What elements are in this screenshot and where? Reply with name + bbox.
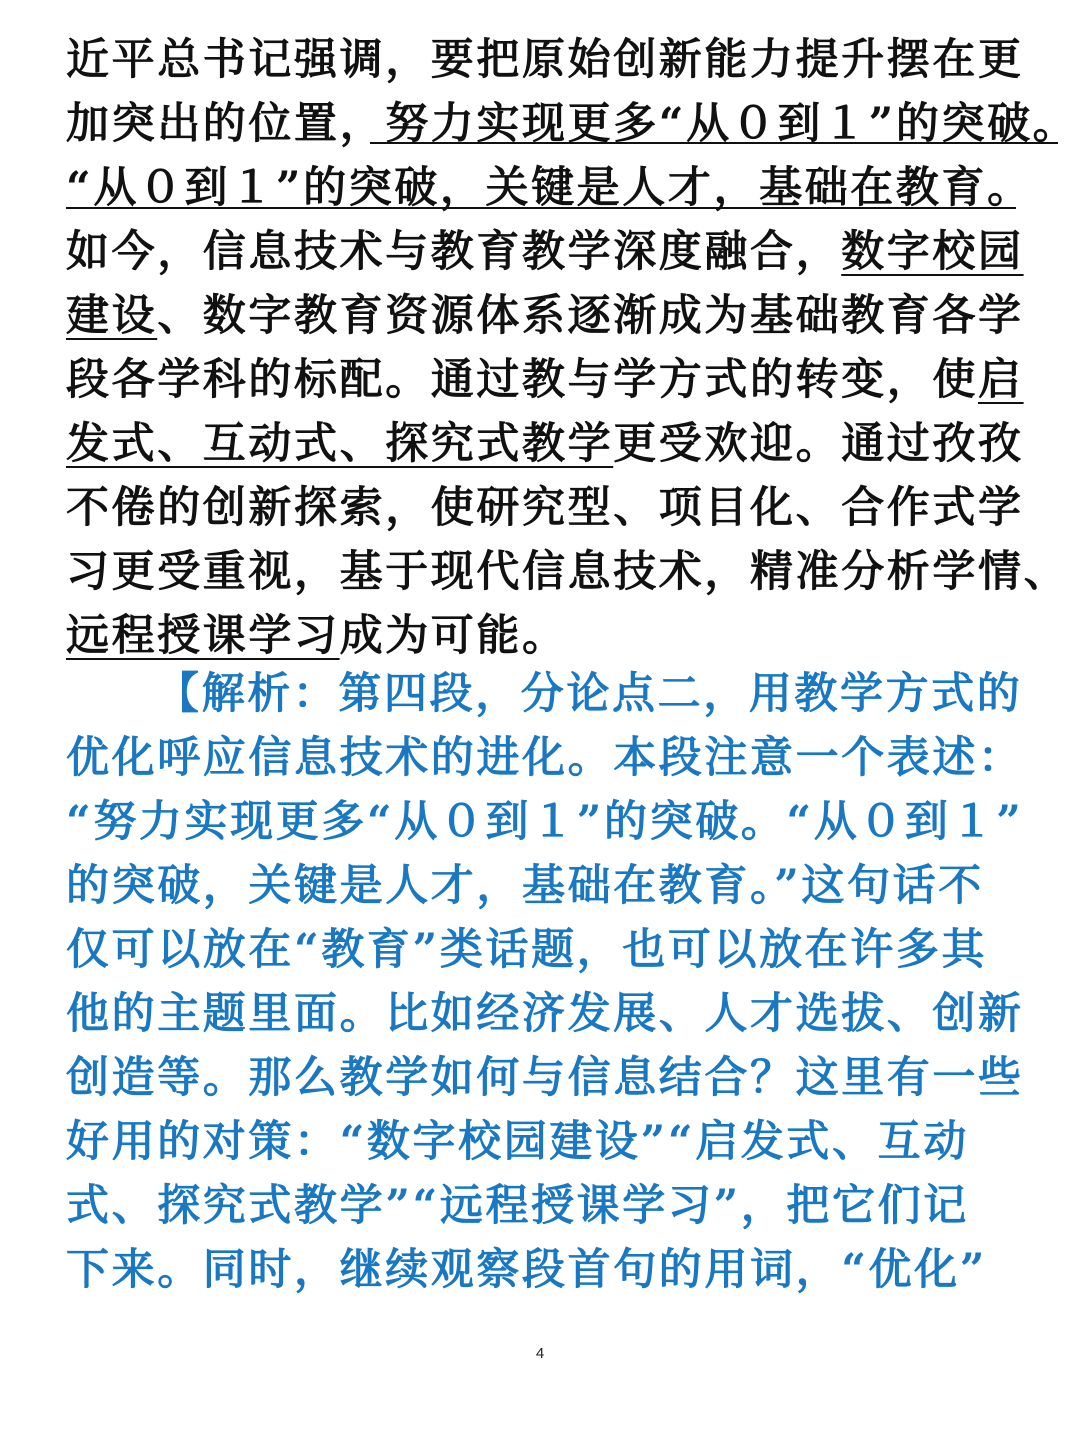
body-line-7-segment-2: 更受欢迎。通过孜孜 — [613, 419, 1024, 469]
analysis-line-5: 仅可以放在“教育”类话题，也可以放在许多其 — [66, 925, 988, 975]
body-line-8-segment-1: 不倦的创新探索，使研究型、项目化、合作式学 — [66, 483, 1024, 533]
body-line-4-segment-2-underlined: 数字校园 — [841, 227, 1024, 277]
body-line-3 — [66, 156, 1033, 220]
analysis-line-2: 优化呼应信息技术的进化。本段注意一个表述： — [66, 733, 1024, 783]
underline-rule-line-2 — [370, 142, 1058, 144]
body-line-4-segment-1: 如今，信息技术与教育教学深度融合， — [66, 227, 842, 277]
body-line-1-segment-1: 近平总书记强调，要把原始创新能力提升摆在更 — [66, 35, 1024, 85]
analysis-line-9: 式、探究式教学”“远程授课学习”，把它们记 — [66, 1181, 969, 1231]
body-line-6-segment-1: 段各学科的标配。通过教与学方式的转变，使 — [66, 355, 978, 405]
analysis-line-8: 好用的对策：“数字校园建设”“启发式、互动 — [66, 1117, 969, 1167]
body-line-9-segment-1: 习更受重视，基于现代信息技术，精准分析学情、 — [66, 547, 1070, 597]
body-line-5 — [66, 284, 1024, 348]
body-line-5-segment-2: 、数字教育资源体系逐渐成为基础教育各学 — [157, 291, 1024, 341]
body-line-2-segment-1: 加突出的位置， — [66, 99, 386, 149]
body-line-10-segment-1-underlined: 远程授课学习 — [66, 611, 340, 661]
analysis-line-7: 创造等。那么教学如何与信息结合？这里有一些 — [66, 1053, 1024, 1103]
body-line-8 — [66, 476, 1024, 540]
underline-rule-line-3 — [66, 207, 1016, 209]
page-number: 4 — [535, 1345, 545, 1362]
analysis-line-10: 下来。同时，继续观察段首句的用词，“优化” — [66, 1245, 988, 1295]
body-line-7 — [66, 412, 1024, 476]
analysis-line-6: 他的主题里面。比如经济发展、人才选拔、创新 — [66, 989, 1024, 1039]
body-line-9 — [66, 540, 1069, 604]
body-line-10-segment-2: 成为可能。 — [339, 611, 568, 661]
analysis-line-3: “努力实现更多“从０到１”的突破。“从０到１” — [66, 797, 1024, 847]
body-line-10 — [66, 604, 568, 668]
analysis-line-1: 【解析：第四段，分论点二，用教学方式的 — [156, 669, 1023, 719]
body-line-3-segment-1-underlined: “从０到１”的突破，关键是人才，基础在教育。 — [66, 163, 1033, 213]
body-line-5-segment-1-underlined: 建设 — [66, 291, 158, 341]
body-line-4 — [66, 220, 1024, 284]
body-line-2 — [66, 92, 1078, 156]
body-line-7-segment-1-underlined: 发式、互动式、探究式教学 — [66, 419, 614, 469]
body-line-6-segment-2-underlined: 启 — [978, 355, 1024, 405]
body-line-2-segment-2-underlined: 努力实现更多“从０到１”的突破。 — [385, 99, 1079, 149]
body-line-1 — [66, 28, 1024, 92]
analysis-line-4: 的突破，关键是人才，基础在教育。”这句话不 — [66, 861, 984, 911]
body-line-6 — [66, 348, 1024, 412]
